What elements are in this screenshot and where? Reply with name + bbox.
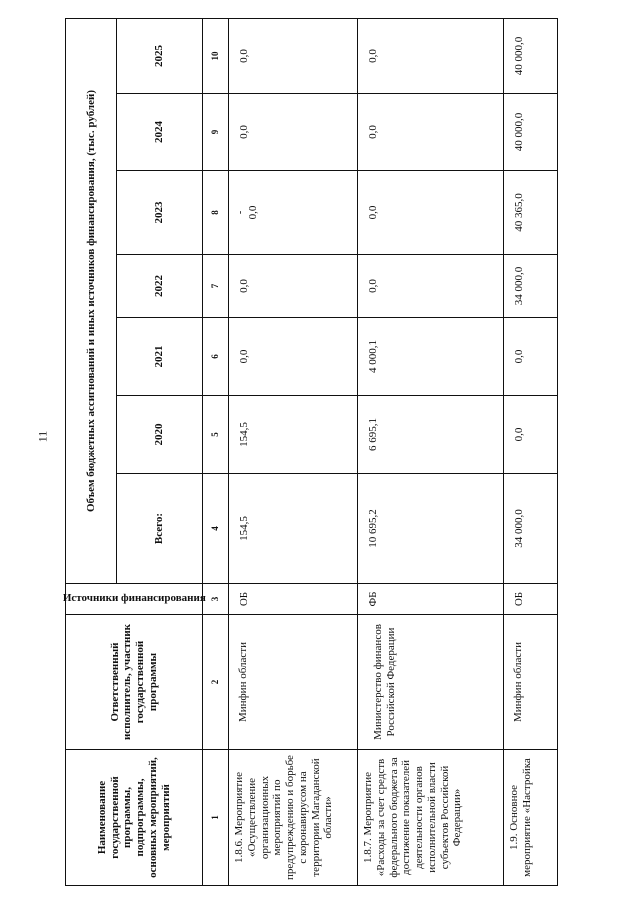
row-value-2023: - 0,0 [228,170,358,255]
header-year-2024: 2024 [116,93,203,171]
column-number: 8 [202,170,229,255]
row-source: ОБ [228,583,358,615]
row-value-2021: 0,0 [228,317,358,396]
row-value-2024: 0,0 [228,93,358,171]
column-number: 4 [202,473,229,584]
header-total: Всего: [116,473,203,584]
row-name-1-8-6: 1.8.6. Мероприятие «Осуществление организационных мероприятий по предупреждению и борьбе с коронавирусом на территории Магаданской области» [228,749,358,886]
row-name-1-8-7: 1.8.7. Мероприятие «Расходы за счет средств федерального бюджета за достижение показателей деятельности органов исполнительной власти субъектов Российской Федерации» [357,749,504,886]
stray-mark: - [235,210,246,215]
row-total: 34 000,0 [503,473,558,584]
column-number: 5 [202,395,229,474]
row-source: ФБ [357,583,504,615]
row-value-2023: 0,0 [357,170,504,255]
column-number: 6 [202,317,229,396]
column-number: 7 [202,254,229,318]
row-value-2021: 0,0 [503,317,558,396]
row-value-2021: 4 000,1 [357,317,504,396]
row-name-1-9: 1.9. Основное мероприятие «Настройка [503,749,558,886]
header-source: Источники финансирования [65,583,203,615]
column-number: 10 [202,18,229,94]
row-value-2020: 6 695,1 [357,395,504,474]
header-funding-title: Объем бюджетных ассигнований и иных источников финансирования, (тыс. рублей) [65,18,117,584]
header-year-2022: 2022 [116,254,203,318]
row-value-2022: 0,0 [228,254,358,318]
header-executor: Ответственный исполнитель, участник государственной программы [65,614,203,750]
column-number: 3 [202,583,229,615]
header-year-2023: 2023 [116,170,203,255]
row-value-2023: 40 365,0 [503,170,558,255]
budget-table [62,18,558,885]
header-year-2020: 2020 [116,395,203,474]
row-source: ОБ [503,583,558,615]
header-year-2025: 2025 [116,18,203,94]
row-value-2025: 0,0 [357,18,504,94]
column-number: 2 [202,614,229,750]
row-value-2025: 40 000,0 [503,18,558,94]
column-number: 9 [202,93,229,171]
row-value-2025: 0,0 [228,18,358,94]
row-total: 10 695,2 [357,473,504,584]
row-executor: Минфин области [503,614,558,750]
row-value-2022: 0,0 [357,254,504,318]
header-name: Наименование государственной программы, подпрограммы, основных мероприятий, мероприятий [65,749,203,886]
row-total: 154,5 [228,473,358,584]
row-value-2020: 154,5 [228,395,358,474]
row-executor: Министерство финансов Российской Федерации [357,614,504,750]
row-value-2022: 34 000,0 [503,254,558,318]
row-executor: Минфин области [228,614,358,750]
header-year-2021: 2021 [116,317,203,396]
column-number: 1 [202,749,229,886]
row-value-2020: 0,0 [503,395,558,474]
row-value-2024: 0,0 [357,93,504,171]
page-number: 11 [35,430,50,442]
row-value-2024: 40 000,0 [503,93,558,171]
